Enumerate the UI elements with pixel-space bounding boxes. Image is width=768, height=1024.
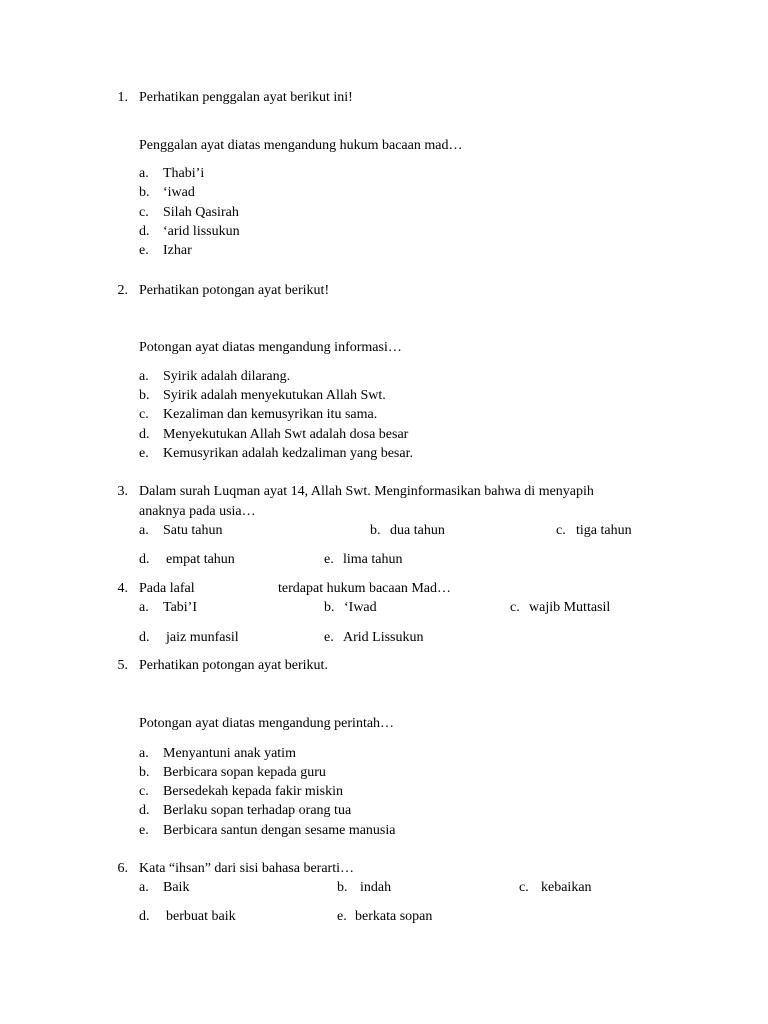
option-text: Arid Lissukun bbox=[343, 630, 424, 645]
option-letter: d. bbox=[139, 224, 150, 239]
option-letter: e. bbox=[324, 630, 334, 645]
option-letter: e. bbox=[324, 552, 334, 567]
question-stem: Potongan ayat diatas mengandung perintah… bbox=[139, 716, 395, 731]
option-text: Silah Qasirah bbox=[163, 205, 239, 220]
option-letter: d. bbox=[139, 552, 150, 567]
option-letter: e. bbox=[139, 823, 149, 838]
option-text: indah bbox=[360, 880, 392, 895]
question-number: 4. bbox=[117, 581, 128, 596]
option-letter: b. bbox=[139, 185, 150, 200]
option-letter: d. bbox=[139, 427, 150, 442]
option-letter: e. bbox=[139, 243, 149, 258]
question-text: Perhatikan penggalan ayat berikut ini! bbox=[139, 90, 353, 105]
option-text: Tabi’I bbox=[163, 600, 198, 615]
option-text: ‘arid lissukun bbox=[163, 224, 240, 239]
option-letter: c. bbox=[510, 600, 520, 615]
option-text: jaiz munfasil bbox=[166, 630, 239, 645]
option-letter: a. bbox=[139, 166, 149, 181]
option-text: ‘iwad bbox=[163, 185, 195, 200]
option-text: wajib Muttasil bbox=[529, 600, 611, 615]
option-letter: b. bbox=[324, 600, 335, 615]
option-text: tiga tahun bbox=[576, 523, 632, 538]
option-text: Baik bbox=[163, 880, 190, 895]
question-number: 2. bbox=[117, 283, 128, 298]
question-text-line-2: anaknya pada usia… bbox=[139, 504, 256, 519]
option-text: berkata sopan bbox=[355, 909, 433, 924]
question-text-part-1: Pada lafal bbox=[139, 581, 195, 596]
option-letter: a. bbox=[139, 523, 149, 538]
option-letter: c. bbox=[519, 880, 529, 895]
question-text: Perhatikan potongan ayat berikut! bbox=[139, 283, 330, 298]
option-text: dua tahun bbox=[390, 523, 445, 538]
question-stem: Potongan ayat diatas mengandung informasi… bbox=[139, 340, 402, 355]
option-letter: d. bbox=[139, 803, 150, 818]
option-letter: a. bbox=[139, 600, 149, 615]
option-text: Bersedekah kepada fakir miskin bbox=[163, 784, 343, 799]
option-text: berbuat baik bbox=[166, 909, 236, 924]
option-letter: d. bbox=[139, 630, 150, 645]
option-text: Syirik adalah dilarang. bbox=[163, 369, 291, 384]
option-letter: a. bbox=[139, 369, 149, 384]
option-letter: e. bbox=[139, 446, 149, 461]
option-letter: c. bbox=[139, 205, 149, 220]
option-text: lima tahun bbox=[343, 552, 403, 567]
option-letter: b. bbox=[139, 765, 150, 780]
question-number: 3. bbox=[117, 484, 128, 499]
option-text: Satu tahun bbox=[163, 523, 223, 538]
option-text: Kezaliman dan kemusyrikan itu sama. bbox=[163, 407, 378, 422]
option-text: Menyekutukan Allah Swt adalah dosa besar bbox=[163, 427, 409, 442]
question-number: 1. bbox=[117, 90, 128, 105]
option-text: Izhar bbox=[163, 243, 192, 258]
question-text-part-2: terdapat hukum bacaan Mad… bbox=[278, 581, 451, 596]
option-letter: c. bbox=[139, 784, 149, 799]
option-text: Menyantuni anak yatim bbox=[163, 746, 296, 761]
option-letter: e. bbox=[337, 909, 347, 924]
option-letter: b. bbox=[139, 388, 150, 403]
option-letter: c. bbox=[139, 407, 149, 422]
question-text-line-1: Dalam surah Luqman ayat 14, Allah Swt. Menginformasikan bahwa di menyapih bbox=[139, 484, 594, 499]
option-letter: a. bbox=[139, 746, 149, 761]
question-number: 6. bbox=[117, 861, 128, 876]
option-letter: b. bbox=[370, 523, 381, 538]
option-text: Berbicara santun dengan sesame manusia bbox=[163, 823, 396, 838]
option-text: Kemusyrikan adalah kedzaliman yang besar. bbox=[163, 446, 413, 461]
option-text: Berbicara sopan kepada guru bbox=[163, 765, 326, 780]
option-letter: b. bbox=[337, 880, 348, 895]
option-text: Berlaku sopan terhadap orang tua bbox=[163, 803, 352, 818]
option-text: empat tahun bbox=[166, 552, 235, 567]
option-text: Thabi’i bbox=[163, 166, 205, 181]
option-letter: d. bbox=[139, 909, 150, 924]
question-number: 5. bbox=[117, 658, 128, 673]
option-text: kebaikan bbox=[541, 880, 592, 895]
question-stem: Penggalan ayat diatas mengandung hukum bacaan mad… bbox=[139, 138, 463, 153]
option-text: Syirik adalah menyekutukan Allah Swt. bbox=[163, 388, 386, 403]
question-text: Perhatikan potongan ayat berikut. bbox=[139, 658, 328, 673]
option-letter: c. bbox=[556, 523, 566, 538]
option-letter: a. bbox=[139, 880, 149, 895]
option-text: ‘Iwad bbox=[344, 600, 377, 615]
question-text: Kata “ihsan” dari sisi bahasa berarti… bbox=[139, 861, 354, 876]
